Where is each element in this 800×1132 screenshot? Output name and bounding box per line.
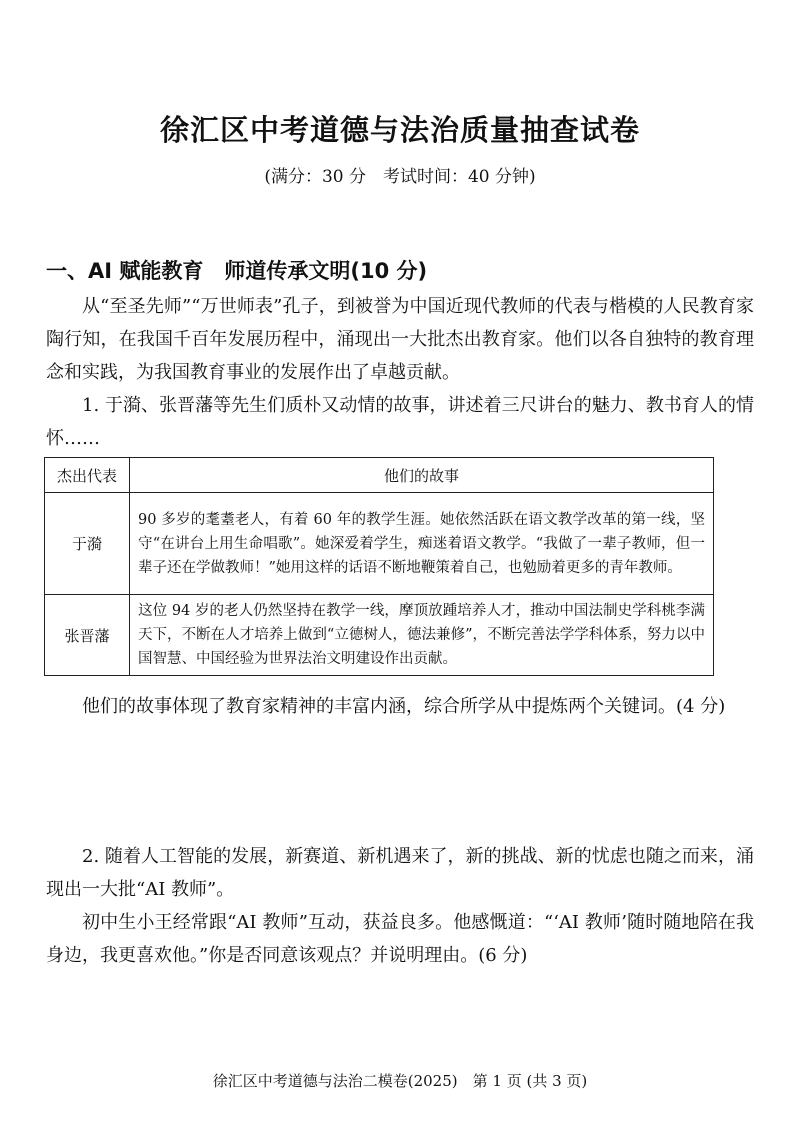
column-header-representative: 杰出代表	[45, 458, 130, 493]
intro-paragraph: 从“至圣先师”“万世师表”孔子，到被誉为中国近现代教师的代表与楷模的人民教育家陶行知，在我国千百年发展历程中，涌现出一大批杰出教育家。他们以各自独特的教育理念和实践，为我国教育事业的发展作出了卓越贡献。	[46, 296, 754, 383]
table-cell-story: 这位 94 岁的老人仍然坚持在教学一线，摩顶放踵培养人才，推动中国法制史学科桃李满天下，不断在人才培养上做到“立德树人，德法兼修”，不断完善法学学科体系，努力以中国智慧、中国经验为世界法治文明建设作出贡献。	[130, 595, 714, 676]
table-header-row	[45, 458, 714, 493]
table-cell-story: 90 多岁的耄耋老人，有着 60 年的教学生涯。她依然活跃在语文教学改革的第一线，坚守“在讲台上用生命唱歌”。她深爱着学生，痴迷着语文教学。“我做了一辈子教师，但一辈子还在学做教师！”她用这样的话语不断地鞭策着自己，也勉励着更多的青年教师。	[130, 493, 714, 595]
question-2-prompt: 初中生小王经常跟“AI 教师”互动，获益良多。他感慨道：“‘AI 教师’随时随地陪在我身边，我更喜欢他。”你是否同意该观点？并说明理由。(6 分)	[46, 912, 754, 966]
exam-info: (满分：30 分 考试时间：40 分钟)	[264, 167, 536, 187]
table-row	[45, 595, 714, 676]
page-title: 徐汇区中考道德与法治质量抽查试卷	[159, 113, 640, 147]
table-cell-name: 张晋藩	[45, 595, 130, 676]
section-heading: 一、AI 赋能教育 师道传承文明(10 分)	[46, 259, 428, 283]
stories-table	[44, 457, 714, 676]
question-2: 2. 随着人工智能的发展，新赛道、新机遇来了，新的挑战、新的忧虑也随之而来，涌现出一大批“AI 教师”。	[46, 846, 754, 900]
column-header-story: 他们的故事	[130, 458, 714, 493]
table-cell-name: 于漪	[45, 493, 130, 595]
question-1: 1. 于漪、张晋藩等先生们质朴又动情的故事，讲述着三尺讲台的魅力、教书育人的情怀……	[46, 395, 754, 449]
table-row	[45, 493, 714, 595]
question-1-prompt: 他们的故事体现了教育家精神的丰富内涵，综合所学从中提炼两个关键词。(4 分)	[82, 696, 726, 717]
page-footer: 徐汇区中考道德与法治二模卷(2025) 第 1 页 (共 3 页)	[212, 1072, 588, 1090]
